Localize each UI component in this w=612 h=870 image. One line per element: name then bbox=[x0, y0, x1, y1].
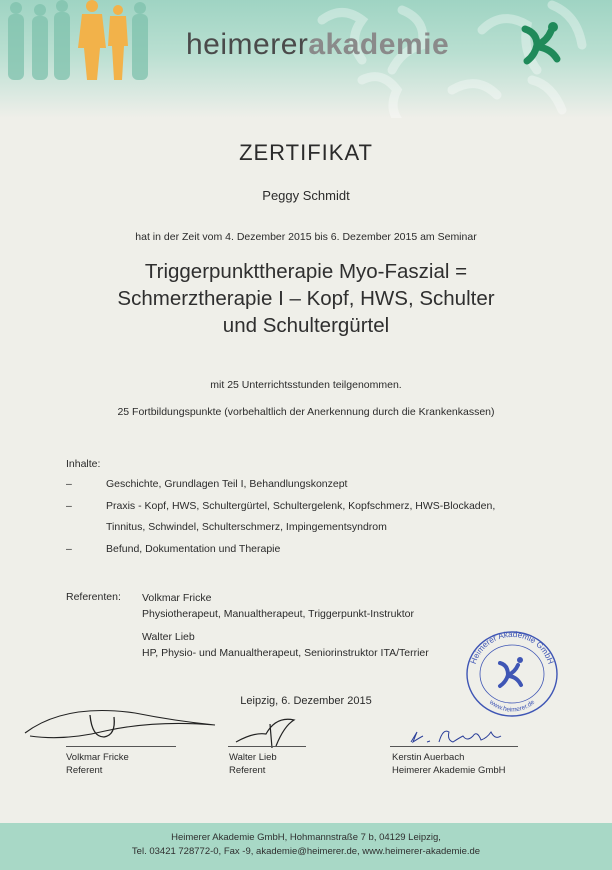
referent-entry bbox=[142, 629, 429, 661]
list-dash: – bbox=[66, 478, 72, 490]
footer-address: Heimerer Akademie GmbH, Hohmannstraße 7 b, 04129 Leipzig, bbox=[171, 832, 441, 843]
stamp-logo-icon bbox=[500, 663, 521, 686]
people-silhouettes bbox=[0, 0, 160, 80]
svg-text:Heimerer Akademie GmbH bbox=[469, 630, 555, 665]
signature-line bbox=[390, 746, 518, 747]
stamp-url-text: www.heimerer.de bbox=[487, 698, 537, 714]
certificate-title: ZERTIFIKAT bbox=[239, 140, 373, 165]
signature-line bbox=[228, 746, 306, 747]
seminar-title-line: Triggerpunkttherapie Myo-Faszial = bbox=[144, 260, 468, 283]
signer-role: Referent bbox=[66, 765, 103, 776]
signature-auerbach bbox=[405, 726, 515, 748]
seminar-title-line: und Schultergürtel bbox=[222, 314, 390, 337]
referents-label: Referenten: bbox=[66, 591, 121, 603]
recipient-name: Peggy Schmidt bbox=[262, 188, 350, 203]
place-and-date: Leipzig, 6. Dezember 2015 bbox=[240, 695, 372, 707]
brand-wordmark bbox=[186, 28, 449, 62]
list-dash: – bbox=[66, 500, 72, 512]
signature-fricke bbox=[20, 705, 230, 750]
brand-akademie: akademie bbox=[308, 28, 450, 61]
footer-bar bbox=[0, 823, 612, 870]
stamp-company-text: Heimerer Akademie GmbH bbox=[468, 629, 556, 666]
contents-item-text: Befund, Dokumentation und Therapie bbox=[106, 543, 281, 555]
referent-name: Volkmar Fricke bbox=[142, 592, 212, 604]
signature-caption bbox=[392, 751, 506, 777]
teaching-hours: mit 25 Unterrichtsstunden teilgenommen. bbox=[210, 379, 402, 391]
contents-item-text: Praxis - Kopf, HWS, Schultergürtel, Schultergelenk, Kopfschmerz, HWS-Blockaden, bbox=[106, 500, 496, 512]
signer-name: Walter Lieb bbox=[229, 752, 277, 763]
referent-name: Walter Lieb bbox=[142, 631, 195, 643]
signer-name: Volkmar Fricke bbox=[66, 752, 129, 763]
signature-caption bbox=[229, 751, 277, 777]
contents-item-text: Geschichte, Grundlagen Teil I, Behandlungskonzept bbox=[106, 478, 348, 490]
brand-heimerer: heimerer bbox=[186, 28, 309, 61]
list-dash: – bbox=[66, 543, 72, 555]
contents-label: Inhalte: bbox=[66, 458, 101, 470]
referent-entry bbox=[142, 590, 414, 622]
signer-role: Heimerer Akademie GmbH bbox=[392, 765, 506, 776]
contents-item-text: Tinnitus, Schwindel, Schulterschmerz, Impingementsyndrom bbox=[106, 521, 387, 533]
footer-contact: Tel. 03421 728772-0, Fax -9, akademie@heimerer.de, www.heimerer-akademie.de bbox=[131, 846, 481, 857]
akademie-logo-icon bbox=[517, 19, 565, 67]
signature-caption bbox=[66, 751, 129, 777]
signature-line bbox=[66, 746, 176, 747]
seminar-period: hat in der Zeit vom 4. Dezember 2015 bis 6. Dezember 2015 am Seminar bbox=[135, 231, 477, 243]
signer-name: Kerstin Auerbach bbox=[392, 752, 465, 763]
referent-role: HP, Physio- und Manualtherapeut, Seniorinstruktor ITA/Terrier bbox=[142, 647, 429, 659]
signer-role: Referent bbox=[229, 765, 266, 776]
header-banner bbox=[0, 0, 612, 118]
training-points: 25 Fortbildungspunkte (vorbehaltlich der Anerkennung durch die Krankenkassen) bbox=[117, 406, 495, 418]
seminar-title-line: Schmerztherapie I – Kopf, HWS, Schulter bbox=[117, 287, 495, 310]
referent-role: Physiotherapeut, Manualtherapeut, Triggerpunkt-Instruktor bbox=[142, 608, 414, 620]
seminar-title bbox=[0, 258, 612, 339]
